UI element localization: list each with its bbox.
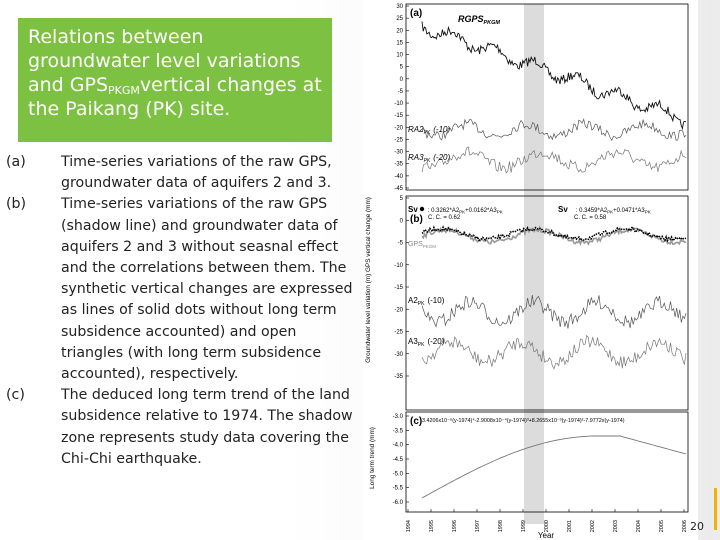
y-tick-label: -45 [394,186,403,192]
x-tick-label: 2000 [544,520,550,533]
panel-c-yticks [393,414,409,506]
y-tick-label: -25 [394,137,403,144]
b-sv2-label: Sv : 0.3459*A2PK+0.0471*A3PK [558,205,651,215]
item-text: Time-series variations of the raw GPS (shadow line) and groundwater data of aquifers 2 and 3 without seasnal effect and the correlations between them. The synthetic vertical changes are expressed as lines of solid dots without long term subsidence accounted) and open triangles (with long term subsidence accounted), respectively. [61,196,353,383]
y-tick-label: -3.0 [392,414,403,420]
panel-c-label: (c) [410,416,423,427]
description-item-c [6,385,354,470]
y-tick-label: -20 [394,307,403,314]
y-tick-label: 0 [399,76,403,83]
title-subscript: PKGM [108,84,140,97]
x-axis-ticks [406,509,688,532]
description-list [6,152,354,470]
x-axis-label: Year [537,531,555,540]
y-axis-label-c: Long term trend (mm) [369,427,376,489]
panel-b-a2-line [422,295,686,328]
panel-a-ra3-line [422,147,686,173]
y-tick-label: 15 [396,40,403,47]
item-label: (c) [6,387,25,404]
b-a2-label: $A2_{PK}$ (-10) [408,296,445,307]
y-axis-label-ab: Groundwater level variation (m) GPS vertical change (mm) [365,197,372,363]
y-tick-label: -6.0 [392,500,403,506]
panel-a-gps-line [422,22,686,129]
y-tick-label: -3.5 [392,428,403,435]
x-tick-label: 2006 [682,520,688,533]
x-tick-label: 1996 [452,520,458,533]
description-item-a [6,152,354,194]
x-tick-label: 1998 [498,520,504,533]
x-tick-label: 1995 [429,520,435,533]
figure-svg [362,0,698,540]
a-ra2-label: $RA2_{PK}$ (-10) [408,125,451,136]
figure [362,0,698,540]
x-tick-label: 1994 [406,520,412,533]
title-text-1: Relations between groundwater level variations and GPS [28,26,301,96]
y-tick-label: 20 [396,28,403,35]
panel-c-frame [406,412,688,512]
y-tick-label: -35 [394,374,403,380]
slide-title-box [18,18,332,142]
panel-b-yticks [394,196,409,380]
x-tick-label: 1999 [521,520,527,533]
b-gps-label: $GPS_{PKGM}$ [408,241,437,249]
a-ra3-label: $RA3_{PK}$ (-20) [408,153,451,164]
y-tick-label: -20 [394,125,403,132]
y-tick-label: 5 [399,196,403,202]
a-gps-label: $RGPS_{PKGM}$ [458,14,501,26]
b-sv1-cc: C. C. = 0.62 [428,215,461,221]
y-tick-label: -40 [394,173,403,180]
y-tick-label: -35 [394,161,403,168]
y-tick-label: -5.5 [392,485,403,492]
x-tick-label: 2003 [613,520,619,533]
y-tick-label: 25 [396,16,403,23]
y-tick-label: -30 [394,149,403,156]
item-label: (a) [6,154,26,170]
b-a3-label: $A3_{PK}$ (-20) [408,337,445,348]
x-tick-label: 1997 [475,520,481,533]
y-tick-label: -4.5 [392,457,403,463]
accent-bar [714,488,717,530]
y-tick-label: -15 [394,285,403,291]
y-tick-label: -5.0 [392,471,403,478]
y-tick-label: -10 [394,262,403,269]
x-tick-label: 2004 [636,520,642,533]
y-tick-label: 10 [396,52,403,59]
x-tick-label: 2002 [590,520,596,533]
description-item-b [6,194,354,385]
b-sv2-cc: C. C. = 0.58 [574,215,607,221]
item-text: Time-series variations of the raw GPS, groundwater data of aquifers 2 and 3. [61,154,332,192]
item-label: (b) [6,196,27,213]
panel-c-trend-curve [422,436,686,498]
y-tick-label: 0 [399,218,403,225]
panel-b-a3-line [422,336,686,369]
y-tick-label: -4.0 [392,442,403,449]
panel-a-label: (a) [410,8,423,19]
b-sv1-label: Sv : 0.3262*A2PK+0.0162*A3PK [408,205,503,215]
y-tick-label: 30 [396,4,403,10]
y-tick-label: -10 [394,101,403,108]
page-number: 20 [690,520,704,533]
y-tick-label: -15 [394,113,403,120]
c-formula: 3.4206x10⁻⁶(y-1974)⁴-2.9008x10⁻⁴(y-1974)³+8.2655x10⁻³(y-1974)²-7.9772x(y-1974) [422,418,625,424]
x-tick-label: 2001 [567,520,573,533]
title-text-2: vertical changes at the Paikang (PK) site. [28,74,322,120]
panel-a-ra2-line [422,119,686,140]
panel-b-label: (b) [410,214,423,225]
y-tick-label: -5 [397,240,403,247]
x-tick-label: 2005 [659,520,665,533]
y-tick-label: 5 [399,64,403,71]
y-tick-label: -25 [394,329,403,336]
y-tick-label: -5 [397,88,403,95]
panel-a-yticks [394,4,409,192]
b-sv1-marker [420,207,424,211]
item-text: The deduced long term trend of the land subsidence relative to 1974. The shadow zone represents study data covering the Chi-Chi earthquake. [61,387,353,467]
y-tick-label: -30 [394,351,403,358]
